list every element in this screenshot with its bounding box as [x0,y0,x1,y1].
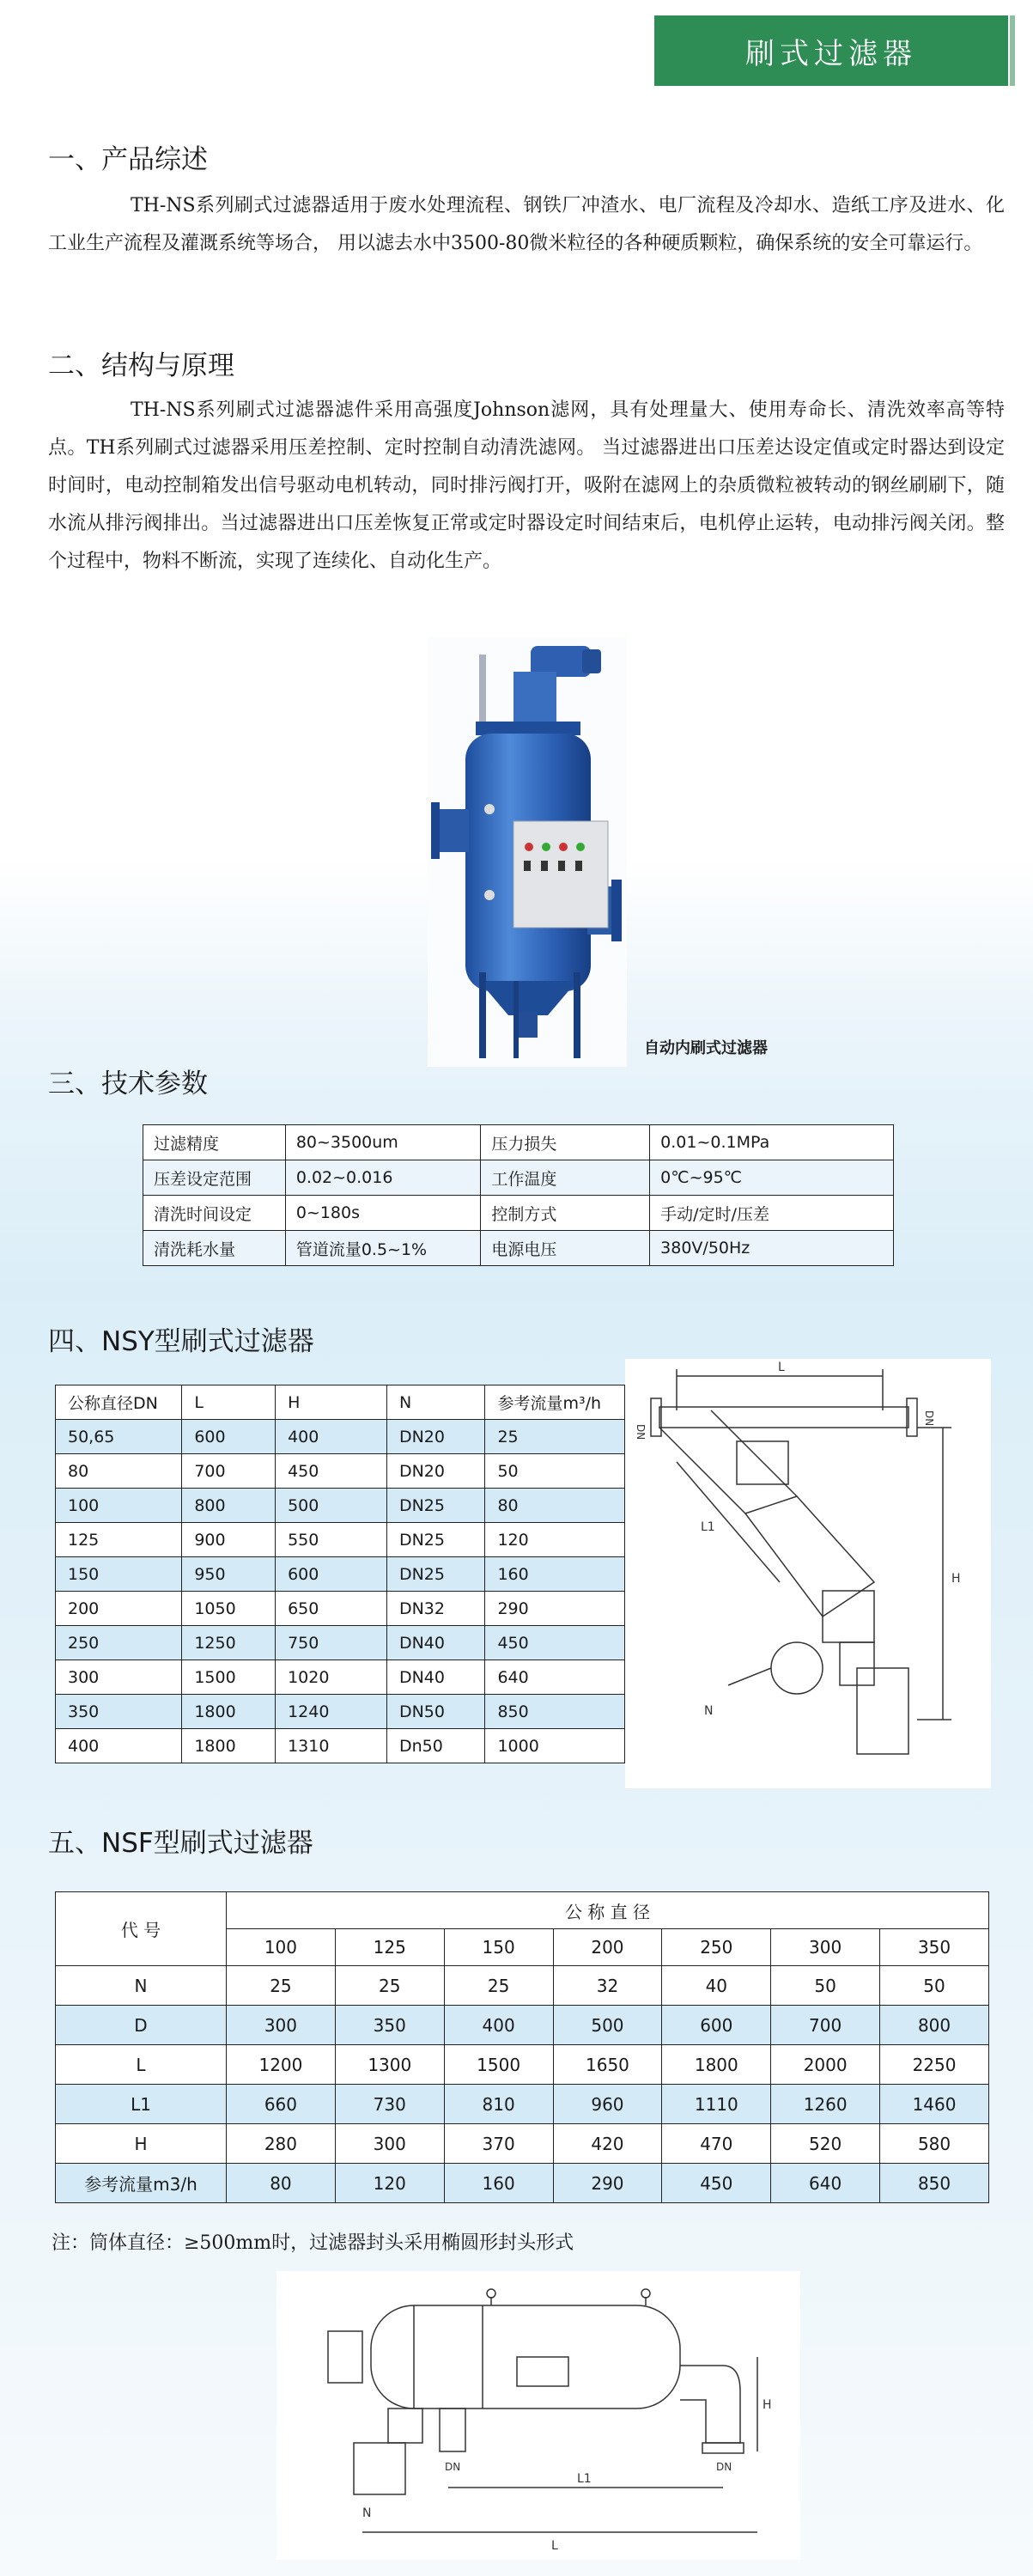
table-cell: 1800 [662,2045,771,2085]
banner-title: 刷式过滤器 [745,36,917,71]
nsf-diagram [276,2271,800,2560]
table-cell: 640 [485,1660,625,1695]
diameter-header-cell: 350 [880,1929,989,1966]
table-cell: 1260 [771,2085,880,2124]
section1-paragraph [48,187,1005,263]
nsf-table [55,1891,989,2203]
table-cell: 1300 [335,2045,444,2085]
table-cell: 1020 [276,1660,387,1695]
table-cell: 300 [227,2006,336,2045]
table-header-cell: 参考流量m³/h [485,1385,625,1420]
table-cell: 125 [56,1523,182,1557]
table-cell: 25 [444,1966,553,2006]
row-label-cell: L [56,2045,227,2085]
table-cell: 370 [444,2124,553,2164]
table-cell: 50,65 [56,1420,182,1454]
table-cell: 850 [485,1695,625,1729]
table-cell: Dn50 [386,1729,484,1763]
table-row [56,1454,625,1489]
table-row [56,1523,625,1557]
table-cell: 450 [662,2164,771,2203]
table-cell: 50 [485,1454,625,1489]
section3-title: 三、技术参数 [48,1069,208,1099]
row-label-cell: H [56,2124,227,2164]
table-cell: 管道流量0.5~1% [285,1231,481,1266]
nsy-label-l: L [778,1361,785,1374]
table-cell: 800 [880,2006,989,2045]
table-cell: 25 [335,1966,444,2006]
table-row [56,2045,989,2085]
table-cell: 600 [276,1557,387,1592]
nsy-label-dn-left: DN [635,1424,647,1440]
table-row [143,1196,894,1231]
code-header-cell: 代 号 [56,1892,227,1966]
nsy-diagram [625,1359,991,1788]
table-row [56,1489,625,1523]
table-cell: 500 [553,2006,662,2045]
row-label-cell: 参考流量m3/h [56,2164,227,2203]
table-cell: 过滤精度 [143,1125,286,1160]
nsy-table [55,1385,625,1763]
table-cell: 1250 [182,1626,276,1660]
table-cell: 950 [182,1557,276,1592]
table-cell: 150 [56,1557,182,1592]
table-cell: DN50 [386,1695,484,1729]
table-cell: 350 [335,2006,444,2045]
table-row [56,1695,625,1729]
nsf-label-l1: L1 [577,2472,592,2486]
table-cell: 工作温度 [481,1160,650,1196]
table-cell: 2000 [771,2045,880,2085]
table-cell: 700 [771,2006,880,2045]
table-cell: 1240 [276,1695,387,1729]
table-cell: 500 [276,1489,387,1523]
table-cell: 640 [771,2164,880,2203]
table-row [56,2085,989,2124]
table-row [56,1966,989,2006]
diameter-header-cell: 125 [335,1929,444,1966]
section5-note: 注：筒体直径：≥500mm时，过滤器封头采用椭圆形封头形式 [52,2232,574,2254]
section2-paragraph [48,392,1005,581]
table-cell: 400 [444,2006,553,2045]
table-cell: 80~3500um [285,1125,481,1160]
diameter-group-header-cell: 公 称 直 径 [227,1892,989,1929]
table-cell: DN40 [386,1626,484,1660]
table-cell: 1800 [182,1695,276,1729]
table-cell: 850 [880,2164,989,2203]
table-cell: 350 [56,1695,182,1729]
table-header-cell: 公称直径DN [56,1385,182,1420]
table-cell: 1500 [444,2045,553,2085]
table-cell: 750 [276,1626,387,1660]
tech-params-table [143,1124,894,1266]
table-cell: 清洗耗水量 [143,1231,286,1266]
table-cell: 手动/定时/压差 [650,1196,894,1231]
table-cell: 470 [662,2124,771,2164]
table-cell: 清洗时间设定 [143,1196,286,1231]
row-label-cell: D [56,2006,227,2045]
table-cell: 40 [662,1966,771,2006]
diameter-header-cell: 250 [662,1929,771,1966]
table-row [143,1160,894,1196]
diameter-header-cell: 200 [553,1929,662,1966]
table-row [56,1420,625,1454]
table-cell: 1000 [485,1729,625,1763]
table-cell: 730 [335,2085,444,2124]
table-cell: 400 [276,1420,387,1454]
table-cell: 290 [553,2164,662,2203]
table-cell: 控制方式 [481,1196,650,1231]
table-cell: DN20 [386,1454,484,1489]
table-cell: 120 [335,2164,444,2203]
table-row [56,1626,625,1660]
table-cell: 250 [56,1626,182,1660]
table-cell: 100 [56,1489,182,1523]
table-cell: 1110 [662,2085,771,2124]
table-header-cell: H [276,1385,387,1420]
table-row [56,1557,625,1592]
table-row [56,1660,625,1695]
table-cell: 420 [553,2124,662,2164]
table-cell: 650 [276,1592,387,1626]
table-row [56,2164,989,2203]
row-label-cell: N [56,1966,227,2006]
table-row [56,1592,625,1626]
table-cell: 280 [227,2124,336,2164]
table-cell: 700 [182,1454,276,1489]
table-cell: 2250 [880,2045,989,2085]
nsf-label-dn-left: DN [445,2461,461,2473]
table-cell: 1050 [182,1592,276,1626]
table-row [56,2006,989,2045]
table-cell: 300 [56,1660,182,1695]
table-cell: 800 [182,1489,276,1523]
table-header-cell: N [386,1385,484,1420]
table-header-row [56,1385,625,1420]
table-cell: 25 [485,1420,625,1454]
table-cell: DN32 [386,1592,484,1626]
section2-title: 二、结构与原理 [48,350,234,381]
table-cell: 300 [335,2124,444,2164]
table-header-cell: L [182,1385,276,1420]
table-cell: 25 [227,1966,336,2006]
table-cell: 32 [553,1966,662,2006]
diameter-header-cell: 100 [227,1929,336,1966]
page-banner [654,15,1008,86]
table-cell: 600 [662,2006,771,2045]
nsy-label-l1: L1 [701,1520,715,1534]
table-row [143,1231,894,1266]
table-cell: 400 [56,1729,182,1763]
section2-text: TH-NS系列刷式过滤器滤件采用高强度Johnson滤网，具有处理量大、使用寿命长、清洗效率高等特点。TH系列刷式过滤器采用压差控制、定时控制自动清洗滤网。 当过滤器进出口压差达设定值或定时器达到设定时间时，电动控制箱发出信号驱动电机转动，同时排污阀打开，吸附在滤网上的杂质微粒被转动的钢丝刷刷下，随水流从排污阀排出。当过滤器进出口压差恢复正常或定时器设定时间结束后，电机停止运转，电动排污阀关闭。整个过程中，物料不断流，实现了连续化、自动化生产。 [48,399,1005,572]
table-cell: 160 [485,1557,625,1592]
diameter-header-cell: 300 [771,1929,880,1966]
photo-caption: 自动内刷式过滤器 [644,1039,768,1057]
table-cell: 50 [880,1966,989,2006]
section4-title: 四、NSY型刷式过滤器 [48,1326,314,1357]
nsf-label-l: L [551,2539,558,2553]
table-cell: 电源电压 [481,1231,650,1266]
table-cell: 1200 [227,2045,336,2085]
table-cell: 80 [227,2164,336,2203]
table-cell: 550 [276,1523,387,1557]
table-row [56,1729,625,1763]
section1-text: TH-NS系列刷式过滤器适用于废水处理流程、钢铁厂冲渣水、电厂流程及冷却水、造纸工序及进水、化工业生产流程及灌溉系统等场合， 用以滤去水中3500-80微米粒径的各种硬质颗粒，确保系统的安全可靠运行。 [48,195,1005,254]
table-cell: 50 [771,1966,880,2006]
table-cell: 810 [444,2085,553,2124]
table-cell: 1460 [880,2085,989,2124]
table-cell: 900 [182,1523,276,1557]
table-row [143,1125,894,1160]
table-cell: DN20 [386,1420,484,1454]
table-cell: 1500 [182,1660,276,1695]
table-cell: DN40 [386,1660,484,1695]
table-cell: 120 [485,1523,625,1557]
table-cell: 0.01~0.1MPa [650,1125,894,1160]
table-cell: 压差设定范围 [143,1160,286,1196]
table-cell: 380V/50Hz [650,1231,894,1266]
table-row [56,2124,989,2164]
nsf-label-dn-right: DN [716,2461,732,2473]
row-label-cell: L1 [56,2085,227,2124]
table-cell: 200 [56,1592,182,1626]
table-header-row [56,1892,989,1929]
table-cell: DN25 [386,1557,484,1592]
nsf-label-n: N [362,2506,372,2520]
table-cell: 0.02~0.016 [285,1160,481,1196]
table-cell: 660 [227,2085,336,2124]
table-cell: 450 [276,1454,387,1489]
table-cell: 80 [56,1454,182,1489]
diameter-header-cell: 150 [444,1929,553,1966]
table-cell: 520 [771,2124,880,2164]
nsy-label-n: N [704,1704,714,1718]
table-cell: 290 [485,1592,625,1626]
nsy-label-dn-right: DN [923,1410,935,1427]
table-cell: 960 [553,2085,662,2124]
filter-photo [428,637,627,1067]
section1-title: 一、产品综述 [48,144,208,175]
nsf-label-h: H [763,2398,772,2412]
table-cell: DN25 [386,1489,484,1523]
table-cell: 600 [182,1420,276,1454]
section5-title: 五、NSF型刷式过滤器 [48,1828,313,1859]
table-cell: 450 [485,1626,625,1660]
table-cell: 1650 [553,2045,662,2085]
nsy-label-h: H [951,1572,961,1586]
table-cell: 160 [444,2164,553,2203]
table-cell: DN25 [386,1523,484,1557]
banner-edge [1010,15,1015,86]
table-cell: 580 [880,2124,989,2164]
table-cell: 0℃~95℃ [650,1160,894,1196]
table-cell: 压力损失 [481,1125,650,1160]
table-cell: 80 [485,1489,625,1523]
table-cell: 1310 [276,1729,387,1763]
table-cell: 0~180s [285,1196,481,1231]
table-cell: 1800 [182,1729,276,1763]
